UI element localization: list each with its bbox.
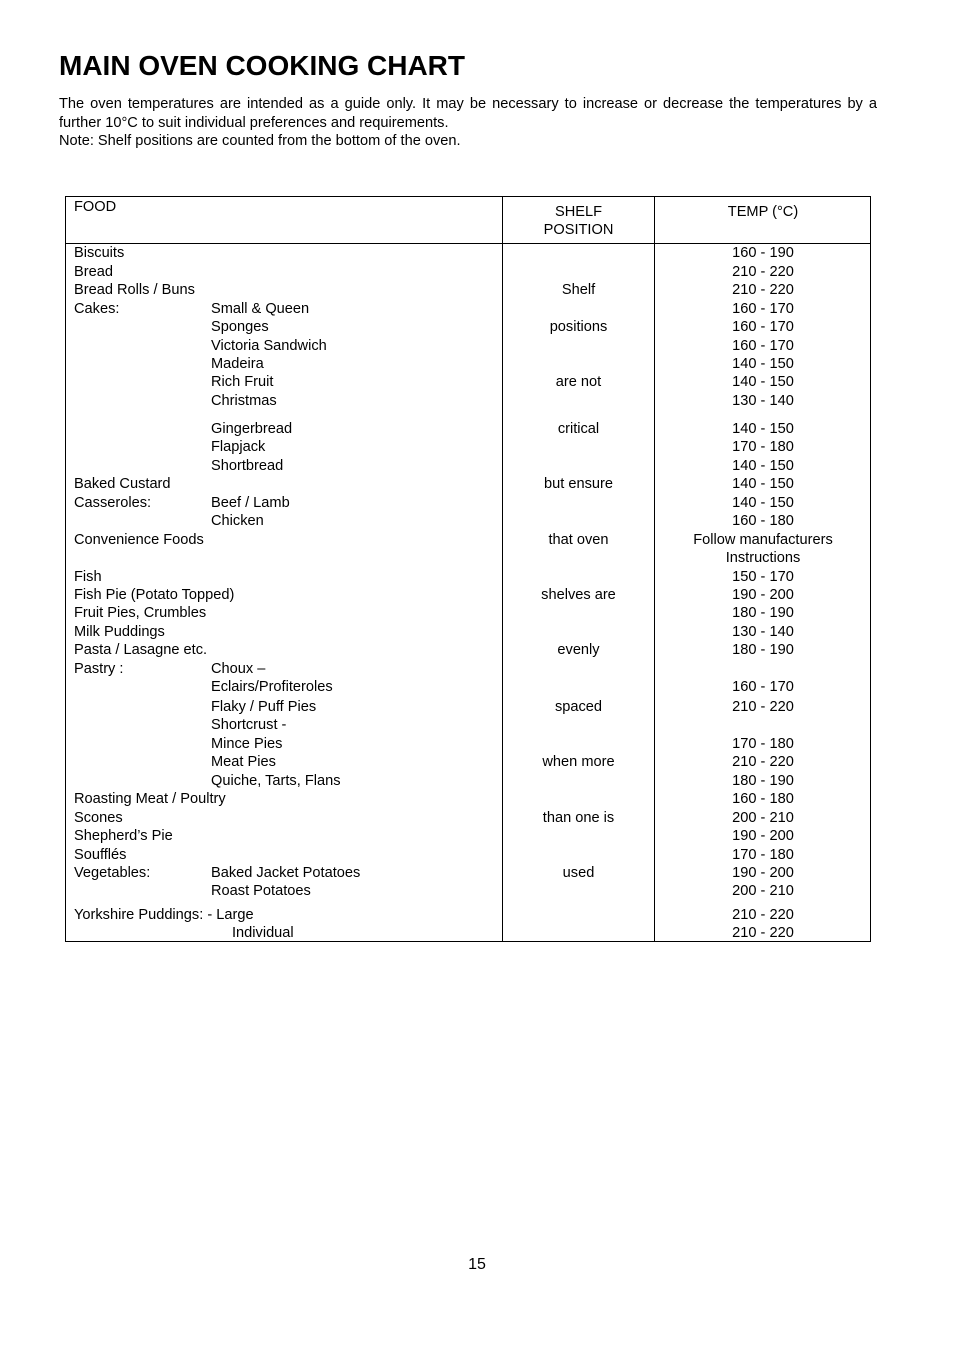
row-sub-cell: Rich Fruit [211, 374, 274, 390]
row-sub-cell: Victoria Sandwich [211, 338, 327, 354]
header-shelf-line2: POSITION [543, 222, 614, 238]
row-food-cell: Pasta / Lasagne etc. [74, 642, 208, 658]
row-food-cell: Baked Custard [74, 476, 171, 492]
row-food-cell: Bread Rolls / Buns [74, 282, 195, 298]
row-temp-cell: 130 - 140 [732, 624, 794, 640]
row-food-cell: Yorkshire Puddings: - Large [74, 907, 254, 923]
row-sub-cell: Eclairs/Profiteroles [211, 679, 333, 695]
header-food: FOOD [74, 199, 117, 215]
row-shelf-cell: are not [555, 374, 602, 390]
row-temp-cell: 190 - 200 [732, 828, 794, 844]
row-temp-cell: 210 - 220 [732, 754, 794, 770]
row-shelf-cell: than one is [542, 810, 615, 826]
row-sub-cell: Choux – [211, 661, 266, 677]
row-temp-cell: 170 - 180 [732, 847, 794, 863]
row-shelf-cell: spaced [554, 699, 603, 715]
row-sub-cell: Madeira [211, 356, 264, 372]
row-temp-cell: 140 - 150 [732, 458, 794, 474]
row-food-cell: Bread [74, 264, 113, 280]
row-shelf-cell: but ensure [544, 476, 613, 492]
row-food-cell: Biscuits [74, 245, 125, 261]
row-temp-cell: 180 - 190 [732, 642, 794, 658]
row-temp-cell: 170 - 180 [732, 439, 794, 455]
row-food-cell: Fish [74, 569, 102, 585]
row-food-cell: Vegetables: [74, 865, 151, 881]
row-shelf-cell: evenly [557, 642, 600, 658]
row-temp-cell: 160 - 170 [732, 338, 794, 354]
row-temp-cell: 160 - 180 [732, 791, 794, 807]
row-sub-cell: Christmas [211, 393, 277, 409]
row-temp-cell: 160 - 190 [732, 245, 794, 261]
row-temp-cell: 130 - 140 [732, 393, 794, 409]
row-sub-cell: Quiche, Tarts, Flans [211, 773, 341, 789]
row-temp-cell: 210 - 220 [732, 699, 794, 715]
row-sub-cell: Shortcrust - [211, 717, 287, 733]
intro-paragraph: The oven temperatures are intended as a guide only. It may be necessary to increase or decrease the temperatures by a further 10°C to suit individual preferences and requirements. [59, 96, 877, 131]
row-temp-cell: Follow manufacturers [693, 532, 833, 548]
row-sub-cell: Small & Queen [211, 301, 310, 317]
row-temp-cell: 190 - 200 [732, 587, 794, 603]
row-temp-cell: 210 - 220 [732, 925, 794, 941]
row-sub-cell: Beef / Lamb [211, 495, 290, 511]
row-food-cell: Cakes: [74, 301, 120, 317]
page-number: 15 [468, 1256, 486, 1273]
row-temp-cell: 200 - 210 [732, 883, 794, 899]
row-shelf-cell: shelves are [541, 587, 616, 603]
row-temp-cell: 140 - 150 [732, 421, 794, 437]
row-food-cell: Convenience Foods [74, 532, 204, 548]
row-temp-cell: 200 - 210 [732, 810, 794, 826]
row-sub-cell: Baked Jacket Potatoes [211, 865, 361, 881]
row-temp-cell: 150 - 170 [732, 569, 794, 585]
row-sub-cell: Meat Pies [211, 754, 276, 770]
row-temp-cell: 190 - 200 [732, 865, 794, 881]
row-sub-cell: Sponges [211, 319, 269, 335]
row-sub-cell: Shortbread [211, 458, 284, 474]
row-food-cell: Fruit Pies, Crumbles [74, 605, 207, 621]
row-sub-cell: Individual [232, 925, 294, 941]
intro-text [59, 95, 877, 151]
cooking-chart-table [65, 196, 871, 942]
row-shelf-cell: Shelf [561, 282, 596, 298]
row-shelf-cell: used [562, 865, 595, 881]
row-food-cell: Milk Puddings [74, 624, 165, 640]
row-food-cell: Fish Pie (Potato Topped) [74, 587, 235, 603]
row-temp-cell: 160 - 180 [732, 513, 794, 529]
column-divider [502, 197, 503, 941]
row-food-cell: Soufflés [74, 847, 127, 863]
row-food-cell: Casseroles: [74, 495, 152, 511]
row-temp-cell: 210 - 220 [732, 907, 794, 923]
header-temp: TEMP (°C) [727, 204, 799, 220]
row-temp-cell: 140 - 150 [732, 374, 794, 390]
row-food-cell: Scones [74, 810, 123, 826]
row-temp-cell: 170 - 180 [732, 736, 794, 752]
row-temp-cell: 180 - 190 [732, 773, 794, 789]
row-temp-cell: 180 - 190 [732, 605, 794, 621]
row-sub-cell: Mince Pies [211, 736, 283, 752]
row-sub-cell: Chicken [211, 513, 264, 529]
row-sub-cell: Roast Potatoes [211, 883, 311, 899]
page-title: MAIN OVEN COOKING CHART [59, 50, 465, 81]
row-food-cell: Shepherd’s Pie [74, 828, 173, 844]
row-temp-cell: Instructions [725, 550, 801, 566]
row-shelf-cell: positions [549, 319, 608, 335]
row-temp-cell: 140 - 150 [732, 495, 794, 511]
row-temp-cell: 160 - 170 [732, 679, 794, 695]
row-food-cell: Roasting Meat / Poultry [74, 791, 226, 807]
row-temp-cell: 140 - 150 [732, 476, 794, 492]
row-shelf-cell: that oven [548, 532, 609, 548]
row-shelf-cell: critical [557, 421, 600, 437]
row-sub-cell: Flapjack [211, 439, 266, 455]
intro-note: Note: Shelf positions are counted from the bottom of the oven. [59, 133, 461, 149]
row-temp-cell: 210 - 220 [732, 282, 794, 298]
row-temp-cell: 210 - 220 [732, 264, 794, 280]
row-temp-cell: 160 - 170 [732, 301, 794, 317]
header-shelf-line1: SHELF [554, 204, 603, 220]
row-temp-cell: 140 - 150 [732, 356, 794, 372]
row-temp-cell: 160 - 170 [732, 319, 794, 335]
row-sub-cell: Flaky / Puff Pies [211, 699, 317, 715]
row-food-cell: Pastry : [74, 661, 124, 677]
row-sub-cell: Gingerbread [211, 421, 293, 437]
row-shelf-cell: when more [542, 754, 615, 770]
